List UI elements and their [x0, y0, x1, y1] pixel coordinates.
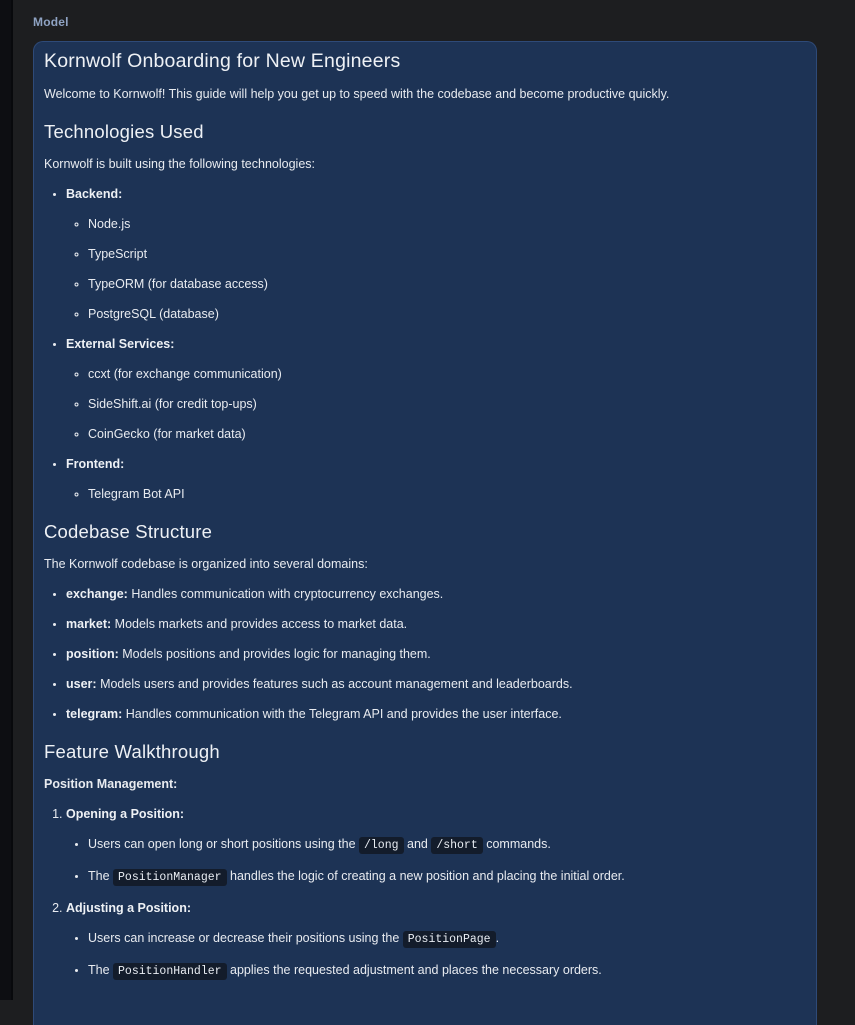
- doc-title: Kornwolf Onboarding for New Engineers: [44, 50, 401, 72]
- tech-group-label: Frontend:: [66, 457, 125, 471]
- doc-intro: Welcome to Kornwolf! This guide will help you get up to speed with the codebase and become productive quickly.: [44, 87, 670, 101]
- section-heading-technologies: Technologies Used: [44, 121, 204, 142]
- inline-code: PositionManager: [113, 869, 227, 886]
- codebase-lead: The Kornwolf codebase is organized into several domains:: [44, 557, 368, 571]
- tech-item: ◦ TypeScript: [88, 247, 798, 261]
- domain-desc: Models users and provides features such as account management and leaderboards.: [100, 677, 573, 691]
- step-bullets: [66, 837, 798, 885]
- step-adjusting-a-position: [66, 901, 798, 979]
- tech-group-label: External Services:: [66, 337, 175, 351]
- model-label: Model: [33, 15, 69, 29]
- tech-sublist-frontend: [66, 487, 798, 501]
- domain-name: telegram:: [66, 707, 123, 721]
- step-label: Adjusting a Position:: [66, 901, 191, 915]
- inline-code: PositionPage: [403, 931, 496, 948]
- codebase-domain-list: [44, 587, 798, 721]
- domain-name: market:: [66, 617, 112, 631]
- features-subheading: Position Management:: [44, 777, 178, 791]
- bullet-text: Users can open long or short positions using the: [88, 837, 359, 851]
- bullet-text: The: [88, 869, 114, 883]
- tech-item: ◦ PostgreSQL (database): [88, 307, 798, 321]
- domain-desc: Handles communication with cryptocurrency exchanges.: [131, 587, 444, 601]
- domain-desc: Models positions and provides logic for managing them.: [122, 647, 431, 661]
- tech-group-backend: [66, 187, 798, 321]
- domain-name: position:: [66, 647, 119, 661]
- tech-item: ◦ SideShift.ai (for credit top-ups): [88, 397, 798, 411]
- bullet-text: and: [403, 837, 432, 851]
- domain-item-market: [66, 617, 798, 631]
- tech-group-label: Backend:: [66, 187, 123, 201]
- domain-name: user:: [66, 677, 97, 691]
- technologies-lead: Kornwolf is built using the following technologies:: [44, 157, 315, 171]
- step-bullet: [88, 963, 798, 979]
- tech-item: ◦ Node.js: [88, 217, 798, 231]
- domain-item-telegram: [66, 707, 798, 721]
- step-bullets: [66, 931, 798, 979]
- step-bullet: [88, 869, 798, 885]
- bullet-text: commands.: [482, 837, 551, 851]
- feature-steps-list: [44, 807, 798, 979]
- inline-code: PositionHandler: [113, 963, 227, 980]
- tech-item: ◦ TypeORM (for database access): [88, 277, 798, 291]
- domain-item-user: [66, 677, 798, 691]
- tech-group-frontend: [66, 457, 798, 501]
- tech-item: ◦ ccxt (for exchange communication): [88, 367, 798, 381]
- step-opening-a-position: [66, 807, 798, 885]
- tech-group-external-services: [66, 337, 798, 441]
- step-label: Opening a Position:: [66, 807, 185, 821]
- bullet-text: handles the logic of creating a new position and placing the initial order.: [226, 869, 625, 883]
- tech-item: ◦ CoinGecko (for market data): [88, 427, 798, 441]
- domain-name: exchange:: [66, 587, 128, 601]
- domain-item-exchange: [66, 587, 798, 601]
- bullet-text: .: [495, 931, 500, 945]
- left-rail: [0, 0, 13, 1000]
- step-bullet: [88, 931, 798, 947]
- domain-desc: Models markets and provides access to market data.: [114, 617, 408, 631]
- section-heading-features: Feature Walkthrough: [44, 741, 220, 762]
- bullet-text: The: [88, 963, 114, 977]
- inline-code: /long: [359, 837, 404, 854]
- bullet-text: applies the requested adjustment and places the necessary orders.: [226, 963, 602, 977]
- section-heading-codebase: Codebase Structure: [44, 521, 213, 542]
- technologies-list: [44, 187, 798, 501]
- model-response-panel: [33, 41, 817, 1025]
- tech-item: ◦ Telegram Bot API: [88, 487, 798, 501]
- content-column: [33, 0, 817, 1025]
- tech-sublist-backend: [66, 217, 798, 321]
- tech-sublist-external-services: [66, 367, 798, 441]
- domain-desc: Handles communication with the Telegram API and provides the user interface.: [125, 707, 562, 721]
- domain-item-position: [66, 647, 798, 661]
- bullet-text: Users can increase or decrease their positions using the: [88, 931, 403, 945]
- inline-code: /short: [431, 837, 482, 854]
- step-bullet: [88, 837, 798, 853]
